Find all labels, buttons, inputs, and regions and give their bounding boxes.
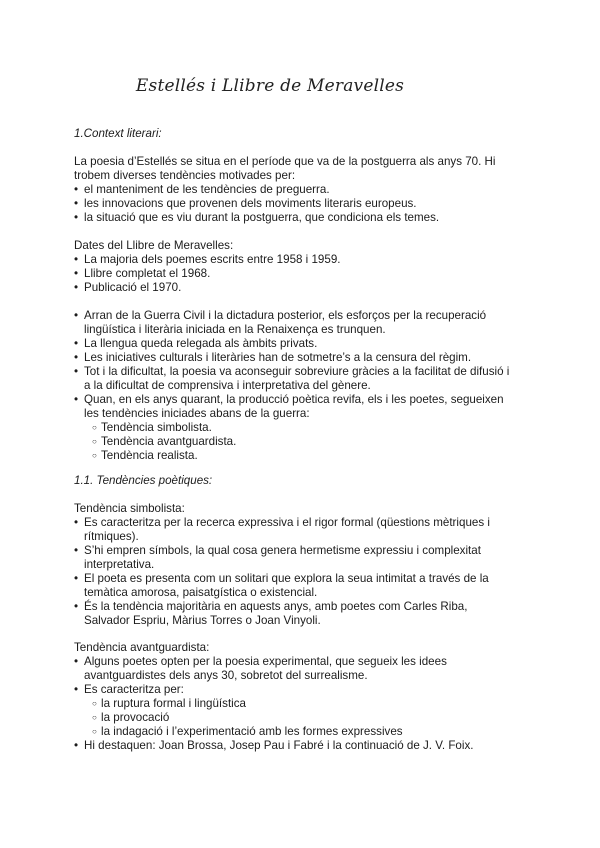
list-item: • Les iniciatives culturals i literàries han de sotmetre’s a la censura del règim. [74,351,472,364]
list-item: • Publicació el 1970. [74,281,182,294]
document-title: Estellés i Llibre de Meravelles [135,76,405,96]
list-item: • La llengua queda relegada als àmbits privats. [74,337,318,350]
list-item: • la situació que es viu durant la postguerra, que condiciona els temes. [74,211,440,224]
list-item: • el manteniment de les tendències de preguerra. [74,183,330,196]
dates-block [74,239,514,295]
section-1-heading: 1.Context literari: [74,127,162,140]
dates-title: Dates del Llibre de Meravelles: [74,239,234,252]
intro-text: La poesia d’Estellés se situa en el període que va de la postguerra als anys 70. Hi trobem diverses tendències motivades per: [74,155,496,182]
list-item: • Arran de la Guerra Civil i la dictadura posterior, els esforços per la recuperació lingüística i literària iniciada en la Renaixença es trunquen. [74,309,487,336]
list-item: • Es caracteritza per la recerca expressiva i el rigor formal (qüestions mètriques i rítmiques). [74,516,490,543]
sub-list-item: ○ la ruptura formal i lingüística [92,697,246,710]
simbolista-block [74,502,514,628]
list-item: • Alguns poetes opten per la poesia experimental, que segueix les idees avantguardistes dels anys 30, sobretot del surrealisme. [74,655,447,682]
list-item: • Hi destaquen: Joan Brossa, Josep Pau i Fabré i la continuació de J. V. Foix. [74,739,474,752]
list-item: • Quan, en els anys quarant, la producció poètica revifa, els i les poetes, segueixen les tendències iniciades abans de la guerra: [74,393,504,420]
context-block [74,309,514,463]
avantguardista-block [74,641,514,753]
avant-title: Tendència avantguardista: [74,641,210,654]
section-1-1-heading: 1.1. Tendències poètiques: [74,474,213,487]
sub-list-item: ○ la provocació [92,711,170,724]
list-item: • Tot i la dificultat, la poesia va aconseguir sobreviure gràcies a la facilitat de difusió i a la dificultat de comprensiva i interpretativa del gènere. [74,365,510,392]
sub-list-item: ○ Tendència simbolista. [92,421,212,434]
sub-list-item: ○ Tendència avantguardista. [92,435,237,448]
list-item: • S’hi empren símbols, la qual cosa genera hermetisme expressiu i complexitat interpretativa. [74,544,481,571]
list-item: • És la tendència majoritària en aquests anys, amb poetes com Carles Riba, Salvador Espriu, Màrius Torres o Joan Vinyoli. [74,600,468,627]
intro-paragraph [74,155,514,225]
list-item: • El poeta es presenta com un solitari que explora la seua intimitat a través de la temàtica amorosa, paisatgística o existencial. [74,572,489,599]
sub-list-item: ○ Tendència realista. [92,449,198,462]
sub-list-item: ○ la indagació i l’experimentació amb les formes expressives [92,725,403,738]
list-item: • Es caracteritza per: [74,683,184,696]
simbolista-title: Tendència simbolista: [74,502,185,515]
list-item: • La majoria dels poemes escrits entre 1958 i 1959. [74,253,341,266]
list-item: • Llibre completat el 1968. [74,267,211,280]
list-item: • les innovacions que provenen dels moviments literaris europeus. [74,197,417,210]
